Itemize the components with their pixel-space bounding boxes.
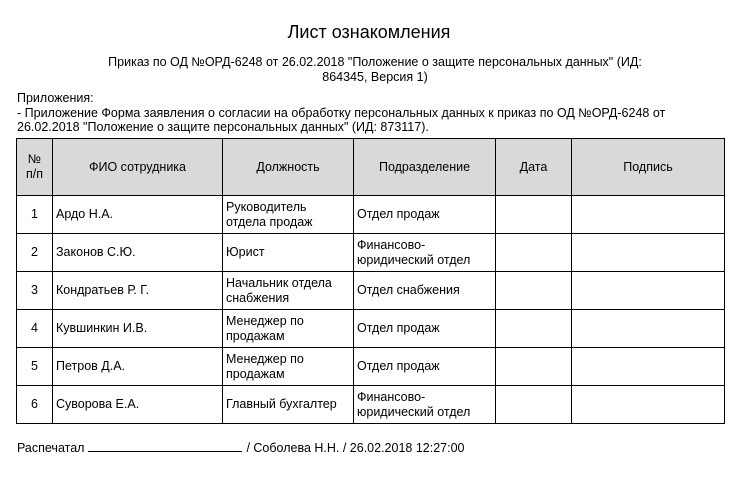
- row-name: Кондратьев Р. Г.: [53, 272, 223, 310]
- printed-by-value: / Соболева Н.Н. / 26.02.2018 12:27:00: [246, 441, 465, 455]
- order-line-2: 864345, Версия 1): [322, 70, 428, 84]
- row-date: [496, 386, 572, 424]
- attachment-line-1: - Приложение Форма заявления о согласии на обработку персональных данных к приказ по ОД №ОРД-6248 от: [17, 105, 666, 120]
- row-department: Финансово- юридический отдел: [354, 386, 496, 424]
- row-name: Ардо Н.А.: [53, 196, 223, 234]
- header-position: Должность: [223, 139, 354, 196]
- attachments-label: Приложения:: [17, 91, 94, 105]
- header-department: Подразделение: [354, 139, 496, 196]
- row-position: Руководитель отдела продаж: [223, 196, 354, 234]
- printed-by-line: [17, 440, 465, 455]
- row-date: [496, 272, 572, 310]
- table-row: [17, 234, 725, 272]
- row-num: 5: [17, 348, 53, 386]
- document-title: Лист ознакомления: [287, 22, 451, 42]
- table-header-row: [17, 139, 725, 196]
- row-num: 4: [17, 310, 53, 348]
- row-department: Отдел продаж: [354, 196, 496, 234]
- row-signature: [572, 386, 725, 424]
- row-num: 6: [17, 386, 53, 424]
- row-department: Отдел продаж: [354, 310, 496, 348]
- row-position: Менеджер по продажам: [223, 348, 354, 386]
- order-reference: [60, 55, 690, 85]
- row-signature: [572, 348, 725, 386]
- row-position: Юрист: [223, 234, 354, 272]
- row-num: 1: [17, 196, 53, 234]
- row-signature: [572, 310, 725, 348]
- row-position: Начальник отдела снабжения: [223, 272, 354, 310]
- header-date: Дата: [496, 139, 572, 196]
- row-date: [496, 234, 572, 272]
- table-row: [17, 386, 725, 424]
- signature-underline: [88, 440, 242, 452]
- row-signature: [572, 234, 725, 272]
- row-date: [496, 196, 572, 234]
- order-line-1: Приказ по ОД №ОРД-6248 от 26.02.2018 "Положение о защите персональных данных" (ИД:: [108, 55, 642, 69]
- row-name: Кувшинкин И.В.: [53, 310, 223, 348]
- row-signature: [572, 196, 725, 234]
- acknowledgement-table: [16, 138, 725, 424]
- attachments-block: [17, 91, 727, 135]
- row-num: 3: [17, 272, 53, 310]
- row-name: Суворова Е.А.: [53, 386, 223, 424]
- printed-label: Распечатал: [17, 441, 85, 455]
- table-row: [17, 348, 725, 386]
- row-position: Менеджер по продажам: [223, 310, 354, 348]
- row-name: Петров Д.А.: [53, 348, 223, 386]
- header-name: ФИО сотрудника: [53, 139, 223, 196]
- table-row: [17, 310, 725, 348]
- row-department: Отдел снабжения: [354, 272, 496, 310]
- attachment-line-2: 26.02.2018 "Положение о защите персональных данных" (ИД: 873117).: [17, 120, 429, 134]
- row-name: Законов С.Ю.: [53, 234, 223, 272]
- row-date: [496, 310, 572, 348]
- row-department: Отдел продаж: [354, 348, 496, 386]
- header-num: № п/п: [17, 139, 53, 196]
- row-date: [496, 348, 572, 386]
- table-row: [17, 272, 725, 310]
- row-num: 2: [17, 234, 53, 272]
- table-row: [17, 196, 725, 234]
- row-position: Главный бухгалтер: [223, 386, 354, 424]
- header-signature: Подпись: [572, 139, 725, 196]
- row-department: Финансово- юридический отдел: [354, 234, 496, 272]
- row-signature: [572, 272, 725, 310]
